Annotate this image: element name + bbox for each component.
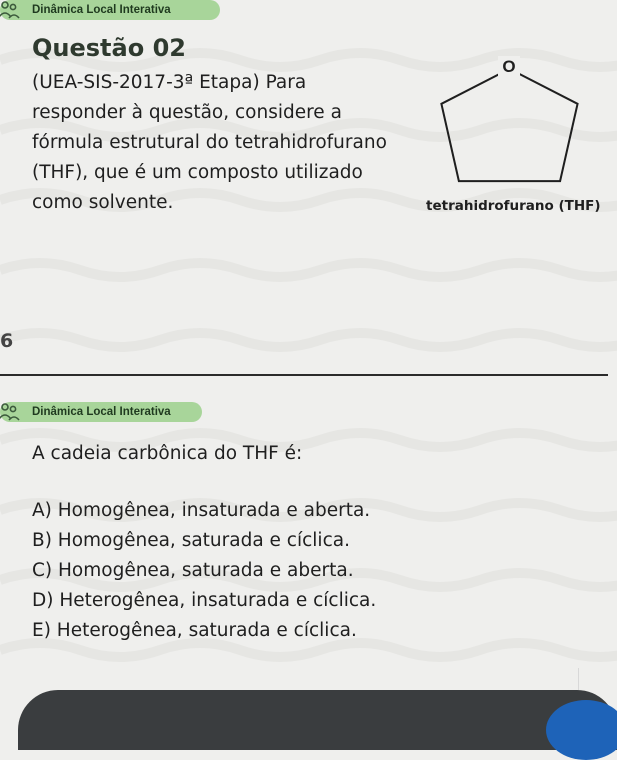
question-prompt: A cadeia carbônica do THF é: [32,443,303,464]
molecule-caption: tetrahidrofurano (THF) [426,198,601,214]
bottom-accent-circle [546,700,617,760]
option-c[interactable]: C) Homogênea, saturada e aberta. [32,560,354,581]
dinamica-tag-2 [0,402,202,422]
people-group-icon [0,400,22,424]
thf-structural-formula [440,56,590,196]
people-group-icon [0,0,22,22]
question-statement: (UEA-SIS-2017-3ª Etapa) Para responder à questão, considere a fórmula estrutural do tetrahidrofurano (THF), que é um composto utilizado como solvente. [32,72,387,213]
slide-divider [0,374,608,376]
answer-options [32,496,376,646]
dinamica-tag [0,0,220,20]
option-e[interactable]: E) Heterogênea, saturada e cíclica. [32,620,357,641]
oxygen-atom-label: O [502,57,516,76]
pentagon-ring [441,69,577,181]
option-a[interactable]: A) Homogênea, insaturada e aberta. [32,500,371,521]
dinamica-tag-label: Dinâmica Local Interativa [32,4,171,16]
bottom-toolbar [18,690,617,750]
question-title: Questão 02 [32,34,186,62]
dinamica-tag-label: Dinâmica Local Interativa [32,406,171,418]
page-number-fragment: 6 [0,330,14,352]
option-b[interactable]: B) Homogênea, saturada e cíclica. [32,530,350,551]
option-d[interactable]: D) Heterogênea, insaturada e cíclica. [32,590,377,611]
